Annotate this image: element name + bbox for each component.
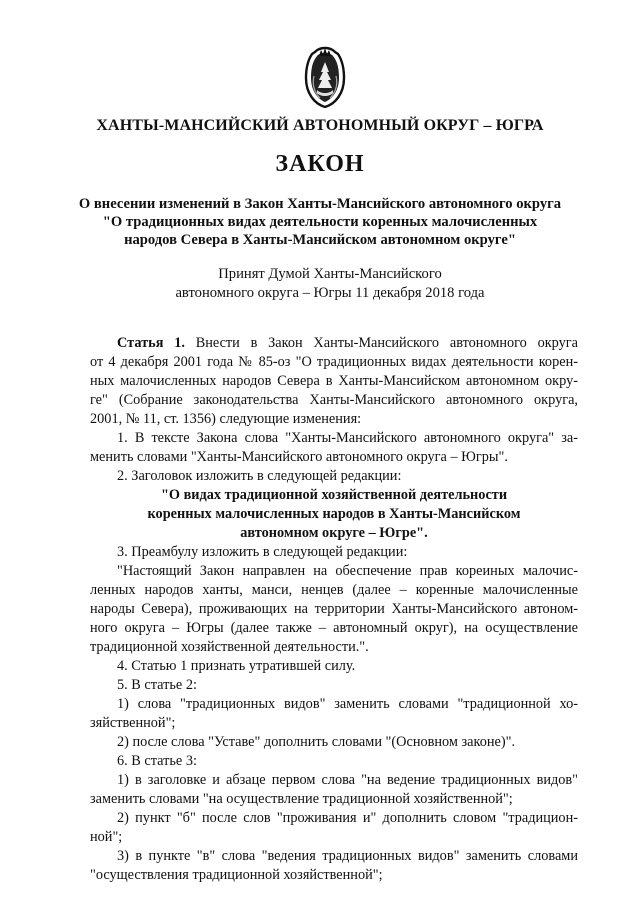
preamble-line: ленных народов ханты, манси, ненцев (далее – коренные малочисленные [90, 582, 578, 598]
new-title-line-1: "О видах традиционной хозяйственной деятельности [160, 487, 508, 503]
item-4: 4. Статью 1 признать утратившей силу. [117, 658, 356, 674]
article-1-line: ных малочисленных народов Севера в Ханты-Мансийском автономном окру- [90, 373, 578, 389]
region-heading: ХАНТЫ-МАНСИЙСКИЙ АВТОНОМНЫЙ ОКРУГ – ЮГРА [96, 117, 544, 134]
item-6-sub-3-line: 3) в пункте "в" слова "ведения традиционных видов" заменить словами [117, 848, 578, 864]
new-title-line-3: автономном округе – Югре". [240, 525, 428, 541]
article-label: Статья 1. [117, 335, 185, 351]
item-5-sub-2: 2) после слова "Уставе" дополнить словами "(Основном законе)". [117, 734, 516, 750]
title-line-2: "О традиционных видах деятельности коренных малочисленных [102, 214, 538, 230]
adoption-line-2: автономного округа – Югры 11 декабря 2018 года [175, 285, 485, 301]
new-title-line-2: коренных малочисленных народов в Ханты-Мансийском [147, 506, 521, 522]
article-1-intro: Внести в Закон Ханты-Мансийского автономного округа [195, 335, 578, 351]
item-5-sub-1-line: зяйственной"; [90, 715, 176, 731]
preamble-line: ного округа – Югры (далее также – автономный округ), на осуществление [90, 620, 578, 636]
adoption-line-1: Принят Думой Ханты-Мансийского [218, 266, 442, 282]
article-1-line: ге" (Собрание законодательства Ханты-Мансийского автономного округа, [90, 392, 578, 408]
item-1-line: 1. В тексте Закона слова "Ханты-Мансийского автономного округа" за- [117, 430, 578, 446]
title-line-3: народов Севера в Ханты-Мансийском автономном округе" [124, 232, 516, 248]
item-6-sub-1-line: заменить словами "на осуществление традиционной хозяйственной"; [90, 791, 513, 807]
title-line-1: О внесении изменений в Закон Ханты-Мансийского автономного округа [78, 196, 562, 212]
preamble-line: традиционной хозяйственной деятельности.". [90, 639, 369, 655]
item-6-sub-3-line: "осуществления традиционной хозяйственной"; [90, 867, 383, 883]
article-1-line: от 4 декабря 2001 года № 85-оз "О традиционных видах деятельности корен- [90, 354, 578, 370]
item-6-sub-2-line: 2) пункт "б" после слов "проживания и" дополнить словом "традицион- [117, 810, 578, 826]
item-2-intro: 2. Заголовок изложить в следующей редакции: [117, 468, 402, 484]
khmao-coat-of-arms-icon [302, 44, 348, 110]
item-5-sub-1-line: 1) слова "традиционных видов" заменить словами "традиционной хо- [117, 696, 578, 712]
item-1-line: менить словами "Ханты-Мансийского автономного округа – Югры". [90, 449, 508, 465]
preamble-line: народы Севера), проживающих на территории Ханты-Мансийского автоном- [90, 601, 578, 617]
item-6-sub-1-line: 1) в заголовке и абзаце первом слова "на ведение традиционных видов" [117, 772, 578, 788]
preamble-line: "Настоящий Закон направлен на обеспечение прав кореиных малочис- [117, 563, 578, 579]
item-3-intro: 3. Преамбулу изложить в следующей редакции: [117, 544, 408, 560]
item-5-intro: 5. В статье 2: [117, 677, 197, 693]
document-type: ЗАКОН [275, 151, 365, 177]
article-1-first-line [117, 336, 578, 350]
article-1-line: 2001, № 11, ст. 1356) следующие изменения: [90, 411, 362, 427]
item-6-intro: 6. В статье 3: [117, 753, 197, 769]
item-6-sub-2-line: ной"; [90, 829, 123, 845]
